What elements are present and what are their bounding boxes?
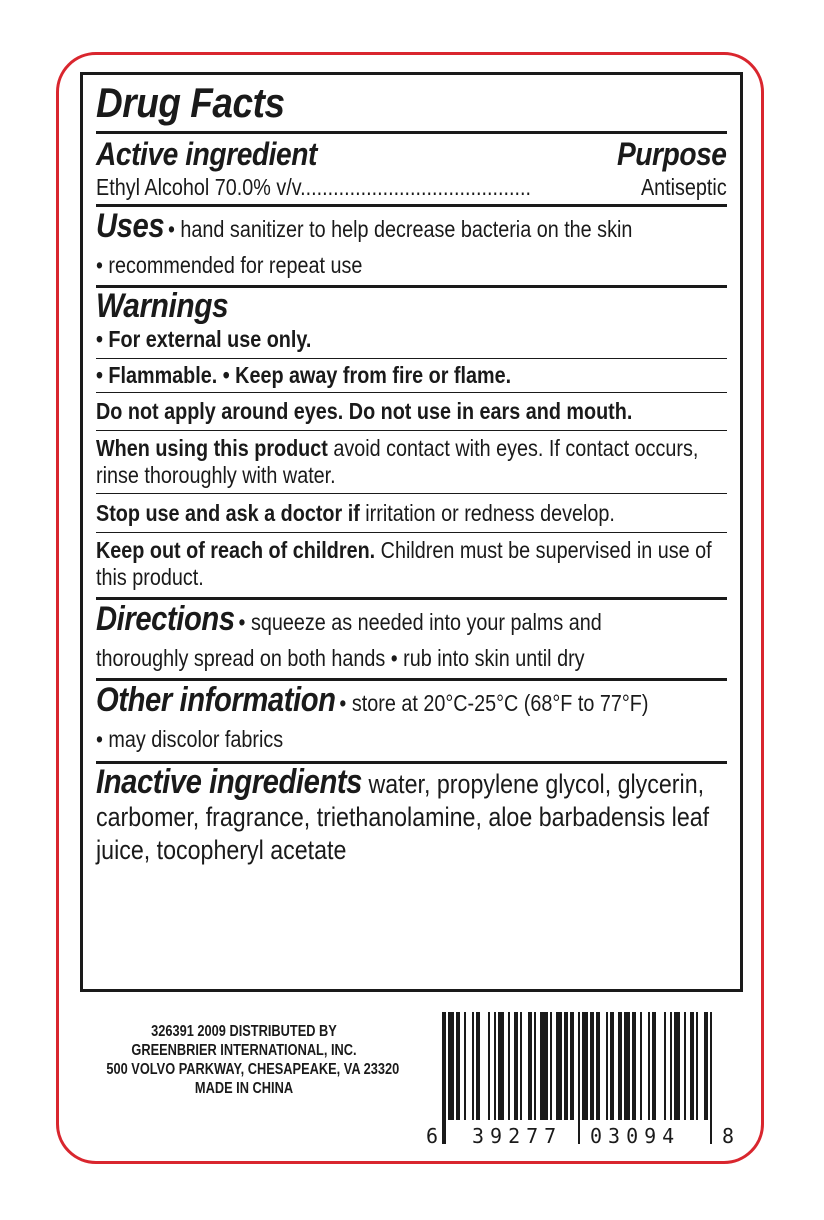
when-using-bold: When using this product: [96, 435, 328, 461]
drug-facts-title: [96, 75, 727, 131]
keep-out-text: Children must be supervised in use of this product.: [96, 537, 712, 590]
barcode-bar: [710, 1012, 712, 1144]
barcode-last-digit: 8: [722, 1124, 735, 1148]
other-information-section: [96, 678, 727, 761]
barcode-bar: [590, 1012, 594, 1120]
barcode-bar: [540, 1012, 548, 1120]
barcode-bar: [520, 1012, 522, 1120]
directions-heading: Directions: [96, 600, 235, 638]
barcode-bar: [624, 1012, 630, 1120]
barcode-bar: [690, 1012, 694, 1120]
warnings-heading: Warnings: [96, 287, 229, 325]
directions-line-2: thoroughly spread on both hands • rub into skin until dry: [96, 645, 585, 671]
barcode-bar: [696, 1012, 698, 1120]
barcode-bar: [528, 1012, 532, 1120]
upc-barcode: [420, 1012, 740, 1152]
when-using-text: avoid contact with eyes. If contact occurs, rinse thoroughly with water.: [96, 435, 699, 488]
footer-line-1: 326391 2009 DISTRIBUTED BY: [151, 1023, 337, 1040]
barcode-bars: [420, 1012, 740, 1152]
warnings-section: [96, 285, 727, 597]
stop-use-bold: Stop use and ask a doctor if: [96, 500, 360, 526]
stop-use-text: irritation or redness develop.: [365, 500, 615, 526]
other-information-heading: Other information: [96, 681, 336, 719]
barcode-bar: [570, 1012, 574, 1120]
footer-line-2: GREENBRIER INTERNATIONAL, INC.: [131, 1042, 357, 1059]
warning-stop-use: [96, 493, 727, 532]
barcode-bar: [448, 1012, 454, 1120]
barcode-bar: [456, 1012, 460, 1120]
barcode-bar: [534, 1012, 536, 1120]
active-ingredient-row: [96, 174, 727, 204]
inactive-ingredients-section: [96, 761, 727, 867]
barcode-bar: [606, 1012, 608, 1120]
directions-line-1: • squeeze as needed into your palms and: [238, 609, 602, 635]
ingredient-name: Ethyl Alcohol 70.0% v/v: [96, 174, 301, 200]
uses-line-1: • hand sanitizer to help decrease bacteria on the skin: [168, 216, 633, 242]
footer-line-4: MADE IN CHINA: [194, 1080, 294, 1097]
barcode-bar: [556, 1012, 562, 1120]
inactive-heading: Inactive ingredients: [96, 763, 363, 801]
active-ingredient-section: [96, 131, 727, 204]
uses-section: [96, 204, 727, 285]
uses-heading: Uses: [96, 207, 165, 245]
warning-flammable: • Flammable. • Keep away from fire or flame.: [96, 362, 512, 388]
barcode-first-digit: 6: [426, 1124, 439, 1148]
barcode-bar: [670, 1012, 672, 1120]
barcode-bar: [564, 1012, 568, 1120]
warning-when-using: [96, 430, 727, 493]
barcode-bar: [488, 1012, 490, 1120]
barcode-bar: [508, 1012, 510, 1120]
barcode-bar: [442, 1012, 446, 1144]
warning-keep-out: [96, 532, 727, 597]
warning-external: • For external use only.: [96, 326, 312, 352]
barcode-bar: [494, 1012, 496, 1120]
purpose-heading: Purpose: [617, 136, 727, 172]
barcode-bar: [704, 1012, 708, 1120]
barcode-bar: [514, 1012, 518, 1120]
keep-out-bold: Keep out of reach of children.: [96, 537, 376, 563]
barcode-bar: [596, 1012, 600, 1120]
barcode-bar: [618, 1012, 622, 1120]
barcode-bar: [640, 1012, 642, 1120]
purpose-value: Antiseptic: [641, 174, 727, 200]
title-text: Drug Facts: [96, 79, 285, 126]
barcode-bar: [464, 1012, 466, 1120]
barcode-bar: [582, 1012, 588, 1120]
inactive-text: water, propylene glycol, glycerin, carbomer, fragrance, triethanolamine, aloe barbadensis leaf juice, tocopheryl acetate: [96, 769, 710, 865]
barcode-bar: [472, 1012, 474, 1120]
barcode-bar: [476, 1012, 480, 1120]
barcode-bar: [498, 1012, 504, 1120]
barcode-bar: [684, 1012, 686, 1120]
footer-line-3: 500 VOLVO PARKWAY, CHESAPEAKE, VA 23320: [106, 1061, 400, 1078]
barcode-bar: [652, 1012, 656, 1120]
barcode-left-group: 39277: [472, 1124, 563, 1148]
barcode-right-group: 03094: [590, 1124, 681, 1148]
barcode-bar: [632, 1012, 636, 1120]
barcode-bar: [610, 1012, 614, 1120]
directions-section: [96, 597, 727, 678]
drug-facts-panel: [80, 72, 743, 992]
other-line-2: • may discolor fabrics: [96, 726, 284, 752]
warning-eyes: Do not apply around eyes. Do not use in ears and mouth.: [96, 398, 633, 424]
leader-dots: ..........................................: [300, 174, 531, 200]
barcode-bar: [578, 1012, 580, 1144]
other-line-1: • store at 20°C-25°C (68°F to 77°F): [339, 690, 649, 716]
barcode-bar: [674, 1012, 680, 1120]
barcode-bar: [648, 1012, 650, 1120]
distributor-info: [72, 1022, 416, 1098]
uses-line-2: • recommended for repeat use: [96, 252, 363, 278]
barcode-bar: [550, 1012, 552, 1120]
active-ingredient-heading: Active ingredient: [96, 136, 317, 172]
barcode-bar: [664, 1012, 666, 1120]
